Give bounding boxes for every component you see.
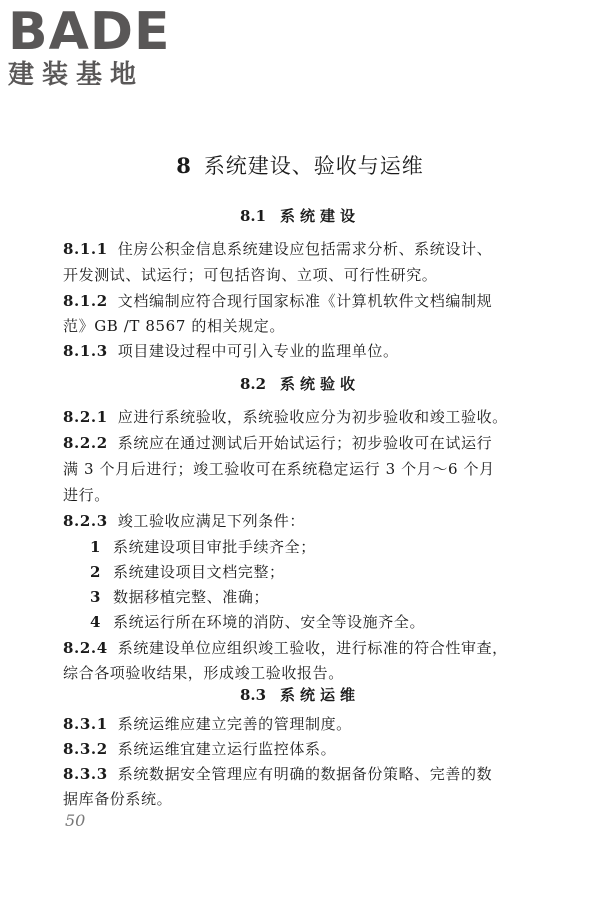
- clause-8-2-2-cont: 满 3 个月后进行；竣工验收可在系统稳定运行 3 个月～6 个月: [63, 460, 495, 478]
- clause-text: 文档编制应符合现行国家标准《计算机软件文档编制规: [117, 292, 493, 310]
- clause-8-1-3: [63, 340, 399, 362]
- list-item: [90, 586, 269, 608]
- clause-8-2-4: [63, 637, 508, 659]
- item-number: 4: [90, 613, 102, 631]
- section-number: 8.1: [239, 207, 267, 225]
- clause-text: 应进行系统验收，系统验收应分为初步验收和竣工验收。: [117, 408, 508, 426]
- list-item: [90, 611, 425, 633]
- item-text: 系统建设项目文档完整；: [113, 563, 285, 581]
- clause-8-3-2: [63, 738, 336, 760]
- list-item: [90, 536, 316, 558]
- item-text: 系统建设项目审批手续齐全；: [113, 538, 316, 556]
- logo-mark: BADE: [8, 2, 171, 62]
- clause-number: 8.2.2: [63, 434, 108, 452]
- clause-8-3-1: [63, 713, 352, 735]
- clause-8-1-2-cont: 范》GB /T 8567 的相关规定。: [63, 317, 285, 335]
- section-number: 8.2: [239, 375, 267, 393]
- clause-8-2-1: [63, 406, 508, 428]
- logo-subtitle: 建装基地: [8, 60, 145, 90]
- section-number: 8.3: [239, 686, 267, 704]
- clause-number: 8.1.2: [63, 292, 108, 310]
- clause-text: 系统运维宜建立运行监控体系。: [117, 740, 337, 758]
- clause-number: 8.3.2: [63, 740, 108, 758]
- clause-text: 系统建设单位应组织竣工验收，进行标准的符合性审查，: [117, 639, 508, 657]
- clause-number: 8.1.1: [63, 240, 108, 258]
- clause-number: 8.3.3: [63, 765, 108, 783]
- clause-number: 8.1.3: [63, 342, 108, 360]
- clause-8-2-2-cont2: 进行。: [63, 486, 110, 504]
- item-number: 1: [90, 538, 102, 556]
- item-number: 2: [90, 563, 102, 581]
- clause-8-1-2: [63, 290, 492, 312]
- section-title: 系统验收: [280, 375, 361, 393]
- clause-8-3-3: [63, 763, 492, 785]
- clause-number: 8.3.1: [63, 715, 108, 733]
- clause-8-3-3-cont: 据库备份系统。: [63, 790, 173, 808]
- item-text: 系统运行所在环境的消防、安全等设施齐全。: [113, 613, 426, 631]
- clause-text: 竣工验收应满足下列条件：: [117, 512, 305, 530]
- clause-text: 项目建设过程中可引入专业的监理单位。: [117, 342, 399, 360]
- section-heading-8-3: [0, 684, 600, 706]
- clause-8-2-2: [63, 432, 492, 454]
- chapter-title-text: 系统建设、验收与运维: [203, 154, 424, 178]
- clause-text: 系统应在通过测试后开始试运行；初步验收可在试运行: [117, 434, 493, 452]
- chapter-title: [0, 150, 600, 182]
- section-title: 系统运维: [280, 686, 361, 704]
- clause-number: 8.2.3: [63, 512, 108, 530]
- chapter-number: 8: [176, 153, 192, 178]
- page-number: 50: [65, 811, 86, 830]
- logo: [8, 2, 171, 90]
- clause-text: 住房公积金信息系统建设应包括需求分析、系统设计、: [117, 240, 493, 258]
- clause-8-2-3: [63, 510, 305, 532]
- section-title: 系统建设: [280, 207, 361, 225]
- clause-8-1-1: [63, 238, 492, 260]
- clause-8-2-4-cont: 综合各项验收结果，形成竣工验收报告。: [63, 664, 344, 682]
- item-text: 数据移植完整、准确；: [113, 588, 270, 606]
- clause-text: 系统数据安全管理应有明确的数据备份策略、完善的数: [117, 765, 493, 783]
- clause-8-1-1-cont: 开发测试、试运行；可包括咨询、立项、可行性研究。: [63, 266, 438, 284]
- section-heading-8-2: [0, 373, 600, 395]
- item-number: 3: [90, 588, 102, 606]
- list-item: [90, 561, 285, 583]
- clause-number: 8.2.4: [63, 639, 108, 657]
- clause-number: 8.2.1: [63, 408, 108, 426]
- clause-text: 系统运维应建立完善的管理制度。: [117, 715, 352, 733]
- section-heading-8-1: [0, 205, 600, 227]
